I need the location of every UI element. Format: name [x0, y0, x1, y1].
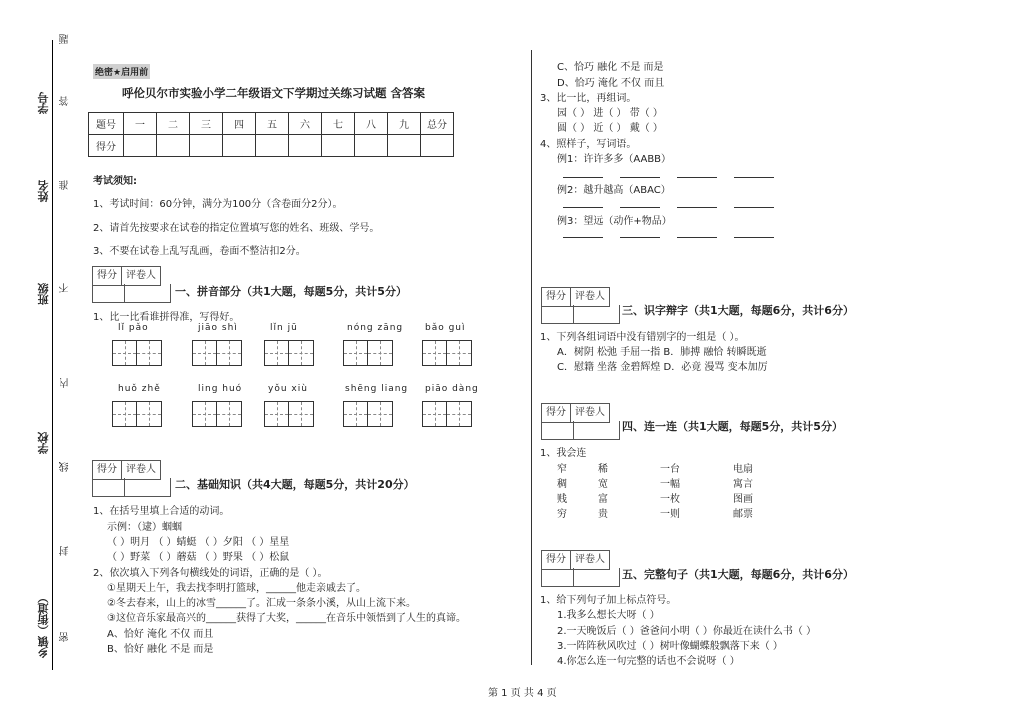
- pinyin-text: jiāo shì: [198, 323, 238, 333]
- score-cell: 四: [223, 113, 256, 135]
- grader-score-label: 得分: [542, 288, 571, 306]
- match-word[interactable]: 宽: [598, 479, 608, 490]
- notice-item: 1、考试时间：60分钟，满分为100分（含卷面分2分）。: [93, 199, 343, 210]
- side-char: 题: [60, 34, 71, 44]
- writing-grid[interactable]: [112, 340, 162, 366]
- score-cell: 五: [256, 113, 289, 135]
- grader-person-label: 评卷人: [575, 554, 605, 565]
- answer-line[interactable]: [734, 177, 774, 178]
- question-text: 例1：许许多多（AABB）: [557, 154, 672, 165]
- match-word[interactable]: 稀: [598, 464, 608, 475]
- side-char: 密: [60, 632, 71, 642]
- pinyin-text: shēng liang: [345, 384, 409, 394]
- grader-score-label: 得分: [542, 404, 571, 422]
- writing-grid[interactable]: [343, 401, 393, 427]
- grader-box-blank[interactable]: [92, 478, 171, 497]
- pinyin-text: ling huó: [198, 384, 243, 394]
- question-text: 2.一天晚饭后（ ）爸爸问小明（ ）你最近在读什么书（ ）: [557, 626, 817, 637]
- question-text: （ ）野菜 （ ）蘑菇 （ ）野果 （ ）松鼠: [107, 552, 290, 563]
- question-text: ②冬去春来，山上的冰雪______了。汇成一条条小溪，从山上流下来。: [107, 598, 416, 609]
- side-char: 答: [60, 96, 71, 106]
- answer-line[interactable]: [563, 207, 603, 208]
- question-text: C、恰巧 融化 不是 而是: [557, 62, 664, 73]
- section-heading-matching: 四、连一连（共1大题，每题5分，共计5分）: [622, 420, 843, 433]
- pinyin-text: lǐ pǎo: [118, 323, 149, 333]
- score-cell: 七: [322, 113, 355, 135]
- answer-line[interactable]: [677, 237, 717, 238]
- grader-box: [92, 460, 161, 480]
- match-word[interactable]: 窄: [557, 464, 567, 475]
- writing-grid[interactable]: [343, 340, 393, 366]
- question-text: 1、给下列句子加上标点符号。: [540, 595, 677, 606]
- grader-score-label: 得分: [93, 267, 122, 285]
- section-heading-basics: 二、基础知识（共4大题，每题5分，共计20分）: [175, 478, 415, 491]
- side-char: 封: [60, 546, 71, 556]
- match-word[interactable]: 电扇: [733, 464, 753, 475]
- grader-box-blank[interactable]: [541, 421, 620, 440]
- question-text: 圆（ ） 近（ ） 戴（ ）: [557, 123, 663, 134]
- side-label-name: 姓名: [37, 180, 50, 202]
- score-cell: 三: [190, 113, 223, 135]
- writing-grid[interactable]: [192, 401, 242, 427]
- pinyin-text: lǐn jū: [270, 323, 298, 333]
- writing-grid[interactable]: [112, 401, 162, 427]
- grader-box: [541, 287, 610, 307]
- question-text: 4.你怎么连一句完整的话也不会说呀（ ）: [557, 656, 740, 667]
- section-heading-sentences: 五、完整句子（共1大题，每题6分，共计6分）: [622, 568, 854, 581]
- side-char: 内: [60, 378, 71, 388]
- answer-line[interactable]: [563, 237, 603, 238]
- match-word[interactable]: 图画: [733, 494, 753, 505]
- question-text: A．树阴 松弛 手屈一指 B．肺搏 融恰 转瞬既逝: [557, 347, 767, 358]
- match-word[interactable]: 富: [598, 494, 608, 505]
- question-text: 1.我多么想长大呀（ ）: [557, 610, 660, 621]
- writing-grid[interactable]: [264, 340, 314, 366]
- pinyin-text: piāo dàng: [425, 384, 479, 394]
- question-text: （ ）明月 （ ）蜻蜓 （ ）夕阳 （ ）星星: [107, 537, 290, 548]
- grader-box: [541, 550, 610, 570]
- answer-line[interactable]: [620, 177, 660, 178]
- grader-person-label: 评卷人: [126, 270, 156, 281]
- answer-line[interactable]: [677, 177, 717, 178]
- match-word[interactable]: 一则: [660, 509, 680, 520]
- pinyin-text: huǒ zhě: [118, 384, 161, 394]
- writing-grid[interactable]: [422, 340, 472, 366]
- question-text: 4、照样子，写词语。: [540, 139, 637, 150]
- writing-grid[interactable]: [192, 340, 242, 366]
- score-table-header-row: [89, 113, 454, 135]
- score-cell: 总分: [421, 113, 454, 135]
- column-divider: [531, 50, 532, 665]
- answer-line[interactable]: [677, 207, 717, 208]
- grader-score-label: 得分: [93, 461, 122, 479]
- answer-line[interactable]: [620, 237, 660, 238]
- score-input-cell[interactable]: [388, 135, 421, 157]
- question-text: 3.一阵阵秋风吹过（ ）树叶像蝴蝶般飘落下来（ ）: [557, 641, 783, 652]
- match-word[interactable]: 寓言: [733, 479, 753, 490]
- question-text: A、恰好 淹化 不仅 而且: [107, 629, 214, 640]
- side-char: 准: [60, 180, 71, 190]
- question-text: 2、依次填入下列各句横线处的词语，正确的是（ ）。: [93, 568, 328, 579]
- grader-person-label: 评卷人: [575, 291, 605, 302]
- pinyin-text: yǒu xiù: [268, 384, 308, 394]
- score-cell: 九: [388, 113, 421, 135]
- question-text: 示例：（逮）蝈蝈: [107, 522, 182, 533]
- writing-grid[interactable]: [264, 401, 314, 427]
- match-word[interactable]: 邮票: [733, 509, 753, 520]
- question-text: 1、在括号里填上合适的动词。: [93, 506, 230, 517]
- question-text: 1、下列各组词语中没有错别字的一组是（ ）。: [540, 332, 745, 343]
- score-input-cell[interactable]: [421, 135, 454, 157]
- score-cell: 二: [157, 113, 190, 135]
- question-text: 1、比一比看谁拼得准，写得好。: [93, 312, 240, 323]
- notice-item: 2、请首先按要求在试卷的指定位置填写您的姓名、班级、学号。: [93, 223, 380, 234]
- section-heading-characters: 三、识字辩字（共1大题，每题6分，共计6分）: [622, 304, 854, 317]
- grader-box: [92, 266, 161, 286]
- match-word[interactable]: 穷: [557, 509, 567, 520]
- question-text: ①星期天上午，我去找李明打篮球，______他走亲戚去了。: [107, 583, 366, 594]
- score-table: [88, 112, 454, 157]
- match-word[interactable]: 稠: [557, 479, 567, 490]
- match-word[interactable]: 一枚: [660, 494, 680, 505]
- question-text: C．慰籍 坐落 金碧辉煌 D．必竟 漫骂 变本加厉: [557, 362, 768, 373]
- grader-box-blank[interactable]: [541, 305, 620, 324]
- grader-box-blank[interactable]: [92, 284, 171, 303]
- grader-box: [541, 403, 610, 423]
- score-table-score-row: [89, 135, 454, 157]
- score-cell: 一: [124, 113, 157, 135]
- side-label-school: 学校: [37, 432, 50, 454]
- score-input-cell[interactable]: [256, 135, 289, 157]
- question-text: ③这位音乐家最高兴的______获得了大奖，______在音乐中领悟到了人生的真谛。: [107, 613, 466, 624]
- score-input-cell[interactable]: [157, 135, 190, 157]
- pinyin-text: bǎo guì: [425, 323, 466, 333]
- score-cell: 六: [289, 113, 322, 135]
- match-word[interactable]: 贵: [598, 509, 608, 520]
- writing-grid[interactable]: [422, 401, 472, 427]
- answer-line[interactable]: [620, 207, 660, 208]
- grader-box-blank[interactable]: [541, 568, 620, 587]
- side-char: 不: [60, 283, 71, 293]
- binding-line: [52, 40, 53, 670]
- score-input-cell[interactable]: [124, 135, 157, 157]
- score-input-cell[interactable]: [223, 135, 256, 157]
- question-text: 例2：越升越高（ABAC）: [557, 185, 671, 196]
- score-cell: 八: [355, 113, 388, 135]
- answer-line[interactable]: [734, 207, 774, 208]
- notice-item: 3、不要在试卷上乱写乱画，卷面不整洁扣2分。: [93, 246, 306, 257]
- page-title: 呼伦贝尔市实验小学二年级语文下学期过关练习试题 含答案: [122, 86, 426, 100]
- score-cell: 题号: [89, 113, 124, 135]
- section-heading-pinyin: 一、拼音部分（共1大题，每题5分，共计5分）: [175, 285, 407, 298]
- question-text: 例3：望远（动作+物品）: [557, 216, 672, 227]
- match-word[interactable]: 一幅: [660, 479, 680, 490]
- side-label-student-id: 学号: [37, 92, 50, 114]
- score-input-cell[interactable]: [289, 135, 322, 157]
- question-text: 3、比一比，再组词。: [540, 93, 637, 104]
- grader-person-label: 评卷人: [575, 407, 605, 418]
- score-input-cell[interactable]: [322, 135, 355, 157]
- pinyin-text: nóng zāng: [347, 323, 404, 333]
- side-label-town: 乡镇（街道）: [37, 592, 50, 658]
- score-input-cell[interactable]: [190, 135, 223, 157]
- page-footer: 第 1 页 共 4 页: [488, 688, 557, 699]
- side-char: 线: [60, 462, 71, 472]
- score-input-cell[interactable]: [355, 135, 388, 157]
- score-cell: 得分: [89, 135, 124, 157]
- match-word[interactable]: 一台: [660, 464, 680, 475]
- question-text: 园（ ） 进（ ） 带（ ）: [557, 108, 663, 119]
- question-text: 1、我会连: [540, 448, 587, 459]
- question-text: B、恰好 融化 不是 而是: [107, 644, 214, 655]
- answer-line[interactable]: [563, 177, 603, 178]
- grader-person-label: 评卷人: [126, 464, 156, 475]
- question-text: D、恰巧 淹化 不仅 而且: [557, 78, 665, 89]
- side-label-class: 班级: [37, 283, 50, 305]
- grader-score-label: 得分: [542, 551, 571, 569]
- notice-heading: 考试须知:: [93, 176, 137, 187]
- match-word[interactable]: 贱: [557, 494, 567, 505]
- answer-line[interactable]: [734, 237, 774, 238]
- secret-label: 绝密★启用前: [93, 64, 150, 79]
